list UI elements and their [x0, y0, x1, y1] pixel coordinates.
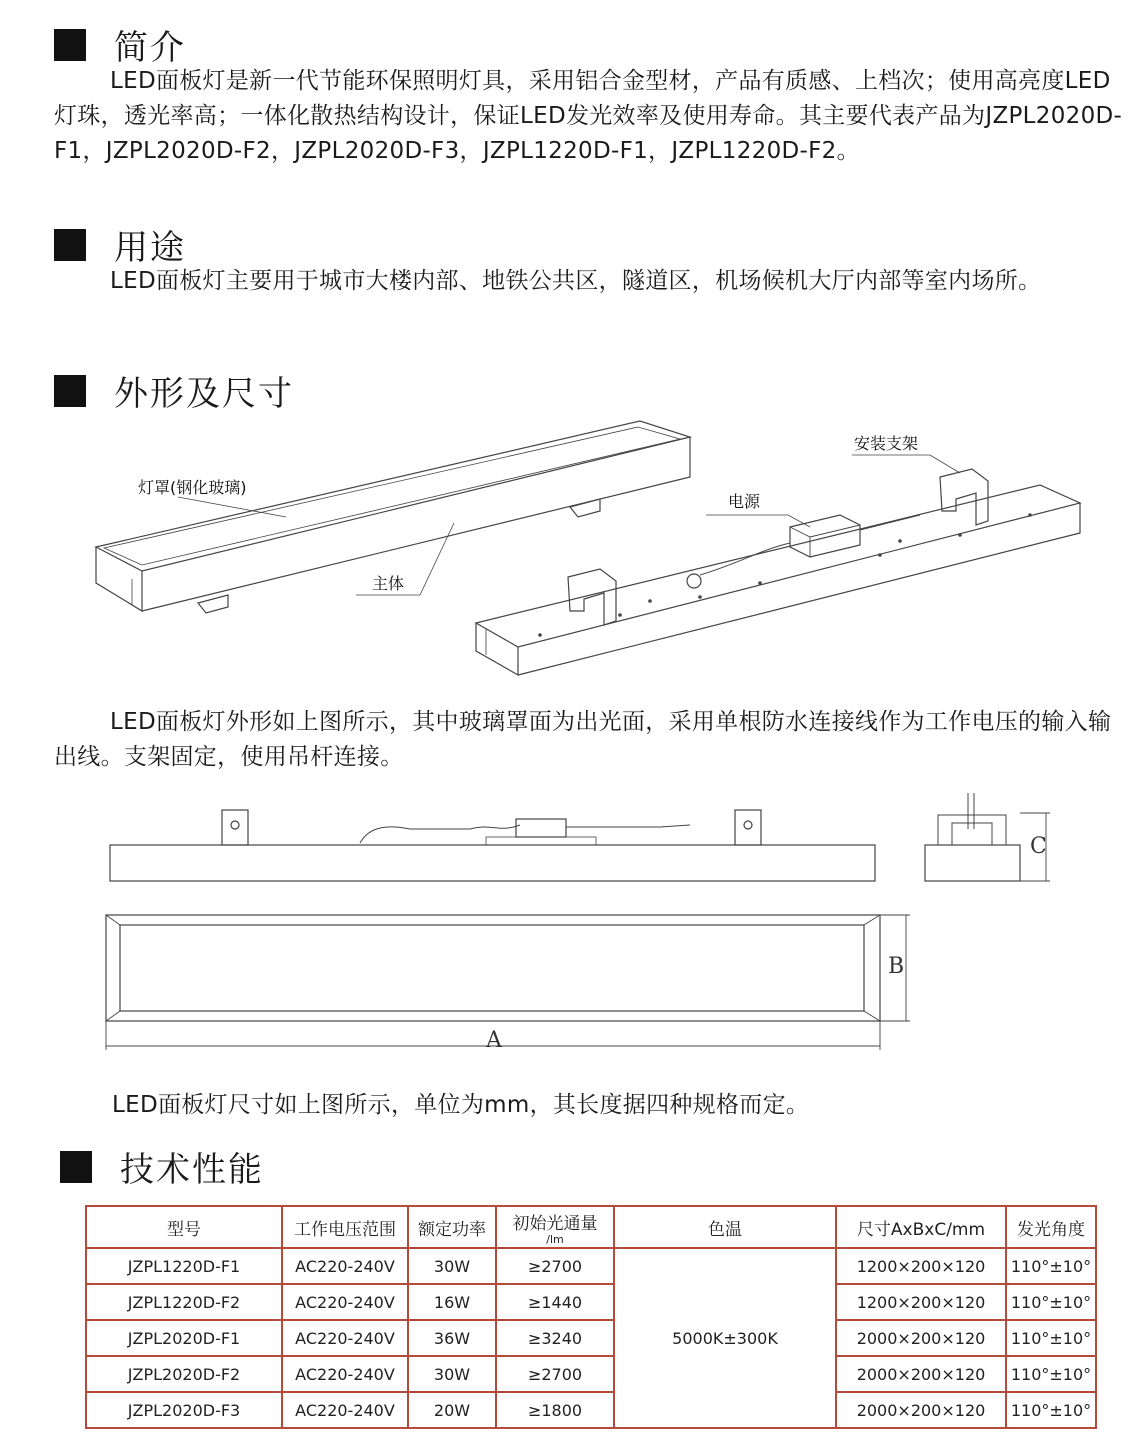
- cell-power: 16W: [408, 1284, 496, 1320]
- cell-power: 36W: [408, 1320, 496, 1356]
- table-row: [86, 1284, 1096, 1320]
- cell-flux: ≥1440: [496, 1284, 614, 1320]
- cell-flux: ≥2700: [496, 1356, 614, 1392]
- label-cover: 灯罩(钢化玻璃): [138, 478, 247, 497]
- table-row: [86, 1248, 1096, 1284]
- left-bracket-shape: [198, 595, 228, 613]
- cell-voltage: AC220-240V: [282, 1356, 408, 1392]
- heading-usage: [54, 220, 186, 269]
- cell-angle: 110°±10°: [1006, 1248, 1096, 1284]
- waterproof-connector: [687, 574, 701, 588]
- plan-view-body: [106, 915, 880, 1021]
- product-isometric-drawing: [0, 415, 1137, 690]
- cell-flux: ≥3240: [496, 1320, 614, 1356]
- shape-description: LED面板灯外形如上图所示，其中玻璃罩面为出光面，采用单根防水连接线作为工作电压的输入输出线。支架固定，使用吊杆连接。: [54, 709, 1112, 770]
- mounting-bracket-1: [568, 569, 616, 625]
- col-voltage: 工作电压范围: [282, 1206, 408, 1248]
- heading-intro-text: 简介: [114, 28, 186, 68]
- fixture-end-face: [96, 547, 142, 611]
- table-row: [86, 1392, 1096, 1428]
- fixture-front-face: [142, 437, 690, 611]
- table-row: [86, 1356, 1096, 1392]
- side-bracket-right: [735, 810, 761, 845]
- cell-model: JZPL2020D-F1: [86, 1320, 282, 1356]
- heading-intro: [54, 20, 186, 69]
- product-isometric-figure: [0, 415, 1137, 690]
- col-model: 型号: [86, 1206, 282, 1248]
- col-power: 额定功率: [408, 1206, 496, 1248]
- side-view-body: [110, 845, 875, 881]
- cell-cct-merged: 5000K±300K: [614, 1248, 836, 1428]
- bullet-square-icon: [54, 229, 86, 261]
- rear-fixture-top-face: [476, 485, 1080, 647]
- col-angle: 发光角度: [1006, 1206, 1096, 1248]
- cell-angle: 110°±10°: [1006, 1356, 1096, 1392]
- label-bracket: 安装支架: [854, 434, 919, 453]
- cell-voltage: AC220-240V: [282, 1320, 408, 1356]
- cell-power: 20W: [408, 1392, 496, 1428]
- spec-table: [85, 1205, 1097, 1429]
- usage-paragraph: LED面板灯主要用于城市大楼内部、地铁公共区，隧道区，机场候机大厅内部等室内场所。: [110, 268, 1042, 294]
- cell-power: 30W: [408, 1248, 496, 1284]
- cell-voltage: AC220-240V: [282, 1248, 408, 1284]
- dimension-description: LED面板灯尺寸如上图所示，单位为mm，其长度据四种规格而定。: [112, 1092, 810, 1118]
- mounting-bracket-2: [940, 469, 988, 525]
- heading-shape-text: 外形及尺寸: [114, 374, 294, 414]
- cell-size: 2000×200×120: [836, 1392, 1006, 1428]
- end-view-body: [925, 845, 1020, 881]
- heading-tech: [60, 1142, 264, 1191]
- cell-model: JZPL1220D-F1: [86, 1248, 282, 1284]
- dim-b-label: B: [888, 954, 905, 979]
- side-power-box: [516, 819, 566, 837]
- label-power: 电源: [728, 492, 761, 511]
- cell-size: 2000×200×120: [836, 1356, 1006, 1392]
- col-size: 尺寸AxBxC/mm: [836, 1206, 1006, 1248]
- cell-flux: ≥1800: [496, 1392, 614, 1428]
- cell-power: 30W: [408, 1356, 496, 1392]
- dimension-figure: [0, 785, 1137, 1055]
- cell-voltage: AC220-240V: [282, 1284, 408, 1320]
- cell-size: 2000×200×120: [836, 1320, 1006, 1356]
- col-flux-unit: /lm: [546, 1232, 564, 1246]
- bullet-square-icon: [54, 375, 86, 407]
- cell-angle: 110°±10°: [1006, 1284, 1096, 1320]
- label-body: 主体: [372, 574, 405, 593]
- dim-a-label: A: [486, 1028, 502, 1053]
- cell-model: JZPL2020D-F3: [86, 1392, 282, 1428]
- intro-paragraph: LED面板灯是新一代节能环保照明灯具，采用铝合金型材，产品有质感、上档次；使用高亮度LED灯珠，透光率高；一体化散热结构设计，保证LED发光效率及使用寿命。其主要代表产品为JZPL2020D-F1，JZPL2020D-F2，JZPL2020D-F3，JZPL1220D-F1，JZPL1220D-F2。: [54, 68, 1123, 164]
- heading-tech-text: 技术性能: [120, 1150, 264, 1190]
- col-flux-title: 初始光通量: [512, 1213, 598, 1234]
- cell-model: JZPL1220D-F2: [86, 1284, 282, 1320]
- dim-c-label: C: [1030, 834, 1047, 859]
- plan-view-glass: [120, 925, 864, 1011]
- cell-flux: ≥2700: [496, 1248, 614, 1284]
- power-supply-box: [790, 515, 860, 557]
- heading-shape: [54, 366, 294, 415]
- cell-angle: 110°±10°: [1006, 1392, 1096, 1428]
- heading-usage-text: 用途: [114, 228, 186, 268]
- table-row: [86, 1320, 1096, 1356]
- rear-fixture-front-face: [518, 503, 1080, 675]
- cell-model: JZPL2020D-F2: [86, 1356, 282, 1392]
- col-cct: 色温: [614, 1206, 836, 1248]
- left-bracket-shape-2: [570, 499, 600, 517]
- table-header-row: [86, 1206, 1096, 1248]
- col-flux: [496, 1206, 614, 1248]
- cell-size: 1200×200×120: [836, 1248, 1006, 1284]
- rear-fixture-end-face: [476, 623, 518, 675]
- cell-voltage: AC220-240V: [282, 1392, 408, 1428]
- cell-angle: 110°±10°: [1006, 1320, 1096, 1356]
- side-bracket-left: [222, 810, 248, 845]
- bullet-square-icon: [60, 1151, 92, 1183]
- cell-size: 1200×200×120: [836, 1284, 1006, 1320]
- bullet-square-icon: [54, 29, 86, 61]
- dimension-drawing: [0, 785, 1137, 1055]
